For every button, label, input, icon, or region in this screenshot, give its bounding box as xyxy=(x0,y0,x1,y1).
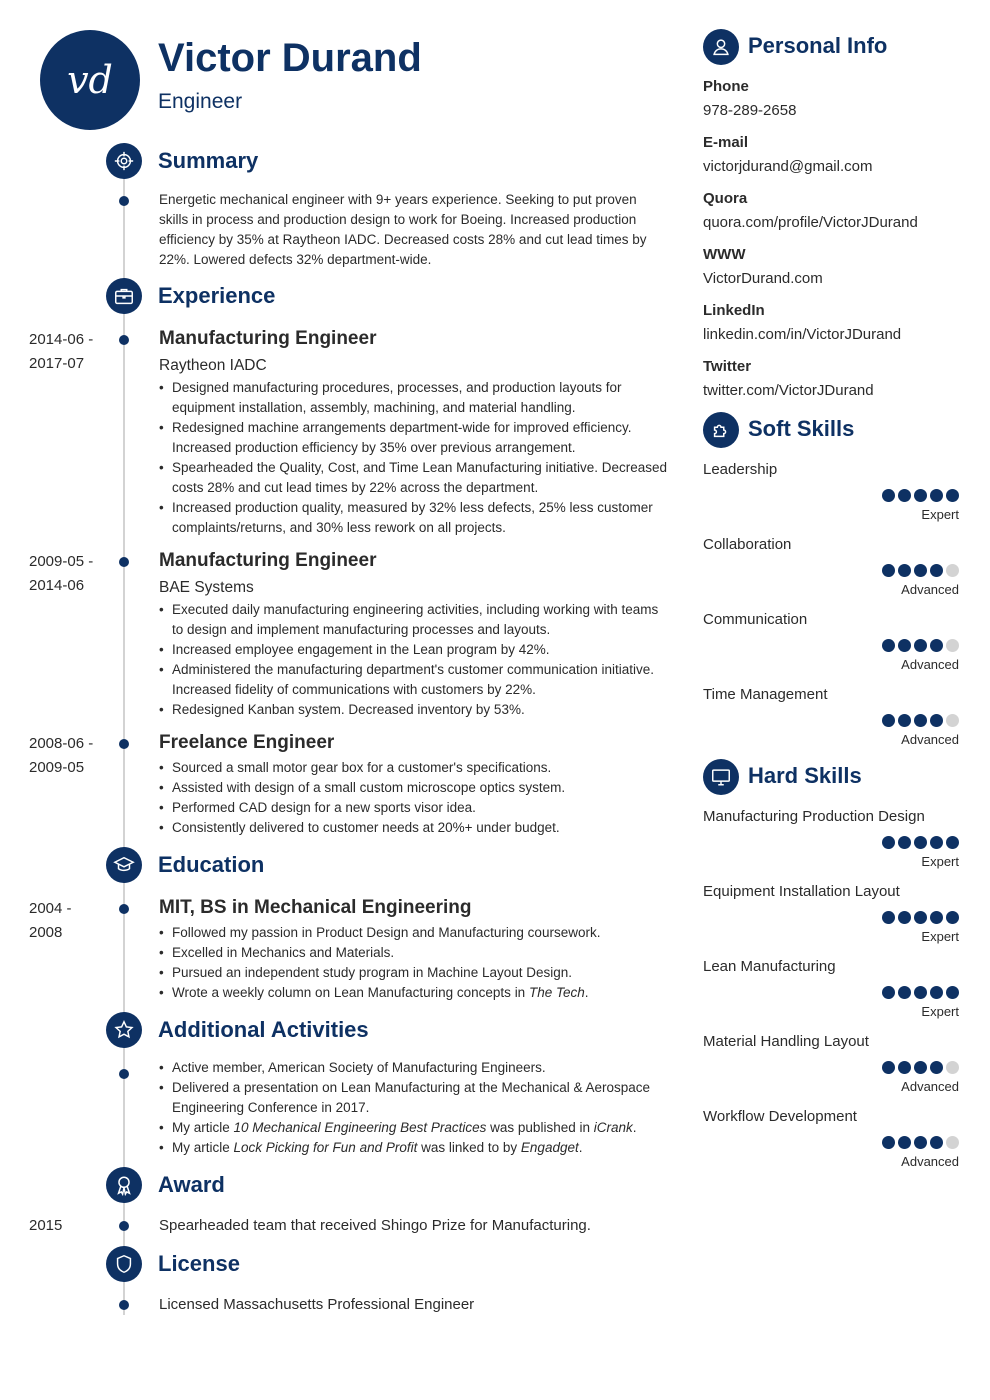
rating-dot-filled xyxy=(946,836,959,849)
rating-dot-filled xyxy=(930,836,943,849)
info-value-linkedin[interactable]: linkedin.com/in/VictorJDurand xyxy=(703,326,902,343)
info-label-email: E-mail xyxy=(703,134,749,151)
skill-name: Communication xyxy=(703,611,808,628)
rating-dot-filled xyxy=(898,836,911,849)
info-value-email[interactable]: victorjdurand@gmail.com xyxy=(703,158,873,175)
list-item: • Sourced a small motor gear box for a customer's specifications. xyxy=(159,758,669,778)
skill-rating xyxy=(882,639,959,652)
activities-bullets xyxy=(159,1058,669,1158)
rating-dot-filled xyxy=(914,564,927,577)
skill-rating xyxy=(882,564,959,577)
rating-dot-filled xyxy=(882,489,895,502)
skill-level: Expert xyxy=(921,854,959,869)
timeline-dot xyxy=(119,196,129,206)
rating-dot-filled xyxy=(898,911,911,924)
timeline-dot xyxy=(119,1069,129,1079)
rating-dot-empty xyxy=(946,639,959,652)
award-date: 2015 xyxy=(29,1217,63,1234)
rating-dot-filled xyxy=(882,1061,895,1074)
job-bullets xyxy=(159,600,669,720)
skill-level: Advanced xyxy=(901,1154,959,1169)
puzzle-icon xyxy=(703,412,739,448)
timeline-dot xyxy=(119,1300,129,1310)
award-text: Spearheaded team that received Shingo Prize for Manufacturing. xyxy=(159,1217,591,1234)
skill-rating xyxy=(882,836,959,849)
rating-dot-filled xyxy=(946,489,959,502)
list-item: • Increased production quality, measured by 32% less defects, 25% less customer complaints/returns, and 30% less rework on all projects. xyxy=(159,498,669,538)
job-company: Raytheon IADC xyxy=(159,357,267,374)
rating-dot-filled xyxy=(930,986,943,999)
info-label-quora: Quora xyxy=(703,190,748,207)
list-item: • Consistently delivered to customer needs at 20%+ under budget. xyxy=(159,818,669,838)
skill-name: Lean Manufacturing xyxy=(703,958,836,975)
rating-dot-filled xyxy=(882,564,895,577)
rating-dot-filled xyxy=(882,714,895,727)
rating-dot-filled xyxy=(882,986,895,999)
monitor-icon xyxy=(703,759,739,795)
rating-dot-filled xyxy=(914,1136,927,1149)
monogram-text: vd xyxy=(67,58,113,102)
briefcase-icon xyxy=(106,278,142,314)
rating-dot-filled xyxy=(914,639,927,652)
job-role: Freelance Engineer xyxy=(159,732,335,753)
rating-dot-empty xyxy=(946,1061,959,1074)
star-icon xyxy=(106,1012,142,1048)
summary-text: Energetic mechanical engineer with 9+ years experience. Seeking to put proven skills in process and production design to work for Boeing. Increased production efficiency by 35% at Raytheon IADC. Decreased costs 28% and cut lead times by 22%. Lowered defects 32% department-wide. xyxy=(159,192,647,267)
job-role: Manufacturing Engineer xyxy=(159,328,377,349)
job-role: Manufacturing Engineer xyxy=(159,550,377,571)
rating-dot-filled xyxy=(898,489,911,502)
skill-level: Expert xyxy=(921,507,959,522)
job-company: BAE Systems xyxy=(159,579,254,596)
skill-level: Advanced xyxy=(901,657,959,672)
skill-rating xyxy=(882,1061,959,1074)
education-bullets xyxy=(159,923,669,1003)
skill-name: Workflow Development xyxy=(703,1108,857,1125)
skill-level: Expert xyxy=(921,929,959,944)
rating-dot-filled xyxy=(914,911,927,924)
skill-rating xyxy=(882,714,959,727)
list-item: • Delivered a presentation on Lean Manufacturing at the Mechanical & Aerospace Engineering Conference in 2017. xyxy=(159,1078,669,1118)
timeline-dot xyxy=(119,739,129,749)
rating-dot-filled xyxy=(914,714,927,727)
rating-dot-empty xyxy=(946,564,959,577)
list-item: • My article Lock Picking for Fun and Profit was linked to by Engadget. xyxy=(159,1138,669,1158)
rating-dot-filled xyxy=(898,986,911,999)
skill-rating xyxy=(882,1136,959,1149)
skill-level: Advanced xyxy=(901,582,959,597)
candidate-title: Engineer xyxy=(158,90,243,113)
list-item: • Administered the manufacturing department's customer communication initiative. Increased fidelity of communications with customers by 22%. xyxy=(159,660,669,700)
shield-icon xyxy=(106,1246,142,1282)
section-title-award: Award xyxy=(158,1172,225,1197)
section-title-personal-info: Personal Info xyxy=(748,33,888,58)
section-title-education: Education xyxy=(158,852,265,877)
candidate-name: Victor Durand xyxy=(158,36,422,80)
rating-dot-filled xyxy=(914,1061,927,1074)
timeline-dot xyxy=(119,557,129,567)
job-bullets xyxy=(159,378,669,538)
skill-level: Expert xyxy=(921,1004,959,1019)
section-title-license: License xyxy=(158,1251,240,1276)
user-icon xyxy=(703,29,739,65)
skill-name: Time Management xyxy=(703,686,828,703)
list-item: • Followed my passion in Product Design and Manufacturing coursework. xyxy=(159,923,669,943)
rating-dot-empty xyxy=(946,1136,959,1149)
rating-dot-filled xyxy=(882,1136,895,1149)
job-bullets xyxy=(159,758,669,838)
list-item: • Redesigned machine arrangements department-wide for improved efficiency. Increased production efficiency by 35% over previous arrangement. xyxy=(159,418,669,458)
skill-name: Equipment Installation Layout xyxy=(703,883,900,900)
rating-dot-filled xyxy=(914,489,927,502)
section-title-activities: Additional Activities xyxy=(158,1017,369,1042)
award-ribbon-icon xyxy=(106,1167,142,1203)
skill-name: Leadership xyxy=(703,461,778,478)
job-date: 2014-06 - 2017-07 xyxy=(29,331,94,372)
section-title-experience: Experience xyxy=(158,283,276,308)
info-value-twitter[interactable]: twitter.com/VictorJDurand xyxy=(703,382,874,399)
rating-dot-filled xyxy=(914,986,927,999)
skill-name: Collaboration xyxy=(703,536,792,553)
section-title-soft-skills: Soft Skills xyxy=(748,416,855,441)
list-item: • Assisted with design of a small custom microscope optics system. xyxy=(159,778,669,798)
list-item: • Spearheaded the Quality, Cost, and Time Lean Manufacturing initiative. Decreased costs 28% and cut lead times by 22% across the department. xyxy=(159,458,669,498)
skill-rating xyxy=(882,489,959,502)
list-item: • Designed manufacturing procedures, processes, and production layouts for equipment installation, assembly, machining, and material handling. xyxy=(159,378,669,418)
rating-dot-filled xyxy=(946,911,959,924)
rating-dot-filled xyxy=(898,639,911,652)
license-text: Licensed Massachusetts Professional Engineer xyxy=(159,1296,475,1313)
skill-level: Advanced xyxy=(901,732,959,747)
rating-dot-filled xyxy=(930,489,943,502)
timeline-dot xyxy=(119,1221,129,1231)
rating-dot-filled xyxy=(914,836,927,849)
job-date: 2009-05 - 2014-06 xyxy=(29,553,94,594)
target-icon xyxy=(106,143,142,179)
rating-dot-filled xyxy=(930,639,943,652)
rating-dot-filled xyxy=(898,1061,911,1074)
list-item: • Active member, American Society of Manufacturing Engineers. xyxy=(159,1058,669,1078)
rating-dot-empty xyxy=(946,714,959,727)
rating-dot-filled xyxy=(898,714,911,727)
rating-dot-filled xyxy=(946,986,959,999)
skill-level: Advanced xyxy=(901,1079,959,1094)
list-item: • Redesigned Kanban system. Decreased inventory by 53%. xyxy=(159,700,669,720)
info-label-twitter: Twitter xyxy=(703,358,752,375)
skill-rating xyxy=(882,911,959,924)
education-date: 2004 - 2008 xyxy=(29,900,72,941)
rating-dot-filled xyxy=(930,911,943,924)
graduation-cap-icon xyxy=(106,847,142,883)
skill-name: Manufacturing Production Design xyxy=(703,808,925,825)
avatar-monogram xyxy=(40,30,140,130)
list-item: • Executed daily manufacturing engineering activities, including working with teams to design and implement manufacturing processes and layouts. xyxy=(159,600,669,640)
info-label-www: WWW xyxy=(703,246,746,263)
job-date: 2008-06 - 2009-05 xyxy=(29,735,94,776)
section-title-summary: Summary xyxy=(158,148,259,173)
list-item: • My article 10 Mechanical Engineering Best Practices was published in iCrank. xyxy=(159,1118,669,1138)
rating-dot-filled xyxy=(898,1136,911,1149)
list-item: • Pursued an independent study program in Machine Layout Design. xyxy=(159,963,669,983)
rating-dot-filled xyxy=(882,836,895,849)
info-label-phone: Phone xyxy=(703,78,749,95)
info-value-www[interactable]: VictorDurand.com xyxy=(703,270,823,287)
rating-dot-filled xyxy=(930,1061,943,1074)
section-title-hard-skills: Hard Skills xyxy=(748,763,862,788)
info-label-linkedin: LinkedIn xyxy=(703,302,765,319)
rating-dot-filled xyxy=(882,911,895,924)
rating-dot-filled xyxy=(930,714,943,727)
info-value-quora[interactable]: quora.com/profile/VictorJDurand xyxy=(703,214,918,231)
timeline-dot xyxy=(119,904,129,914)
timeline-dot xyxy=(119,335,129,345)
rating-dot-filled xyxy=(930,564,943,577)
rating-dot-filled xyxy=(898,564,911,577)
rating-dot-filled xyxy=(882,639,895,652)
list-item: • Increased employee engagement in the Lean program by 42%. xyxy=(159,640,669,660)
skill-rating xyxy=(882,986,959,999)
list-item: • Wrote a weekly column on Lean Manufacturing concepts in The Tech. xyxy=(159,983,669,1003)
skill-name: Material Handling Layout xyxy=(703,1033,869,1050)
education-degree: MIT, BS in Mechanical Engineering xyxy=(159,897,472,918)
info-value-phone[interactable]: 978-289-2658 xyxy=(703,102,797,119)
rating-dot-filled xyxy=(930,1136,943,1149)
list-item: • Performed CAD design for a new sports visor idea. xyxy=(159,798,669,818)
list-item: • Excelled in Mechanics and Materials. xyxy=(159,943,669,963)
